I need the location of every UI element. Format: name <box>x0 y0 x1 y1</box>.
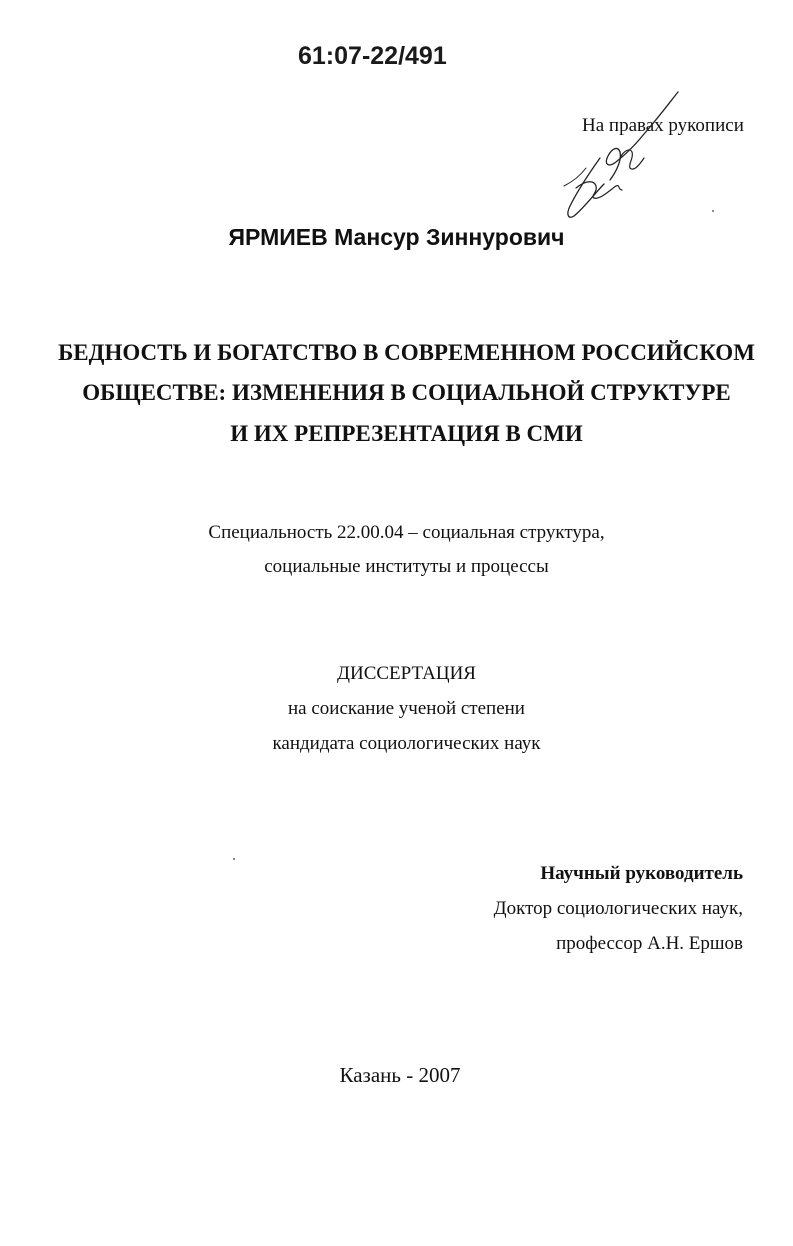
scan-speck <box>712 210 714 212</box>
specialty-line-2: социальные институты и процессы <box>264 556 549 577</box>
title-line-3: И ИХ РЕПРЕЗЕНТАЦИЯ В СМИ <box>230 421 583 446</box>
advisor-name: профессор А.Н. Ершов <box>556 933 743 954</box>
advisor-degree: Доктор социологических наук, <box>493 898 743 919</box>
archive-stamp-number: 61:07-22/491 <box>298 42 447 70</box>
title-line-1: БЕДНОСТЬ И БОГАТСТВО В СОВРЕМЕННОМ РОССИЙСКОМ <box>58 340 755 365</box>
advisor-heading: Научный руководитель <box>540 863 743 884</box>
title-line-2: ОБЩЕСТВЕ: ИЗМЕНЕНИЯ В СОЦИАЛЬНОЙ СТРУКТУРЕ <box>82 380 731 405</box>
degree-purpose-line: на соискание ученой степени <box>288 698 525 719</box>
degree-field-line: кандидата социологических наук <box>272 733 541 754</box>
scan-speck <box>233 858 235 860</box>
city-year: Казань - 2007 <box>339 1063 461 1087</box>
dissertation-label: ДИССЕРТАЦИЯ <box>337 663 476 684</box>
handwritten-signature <box>560 88 690 223</box>
specialty-line-1: Специальность 22.00.04 – социальная структура, <box>208 522 605 543</box>
author-name: ЯРМИЕВ Мансур Зиннурович <box>228 224 565 250</box>
manuscript-note: На правах рукописи <box>582 115 744 136</box>
